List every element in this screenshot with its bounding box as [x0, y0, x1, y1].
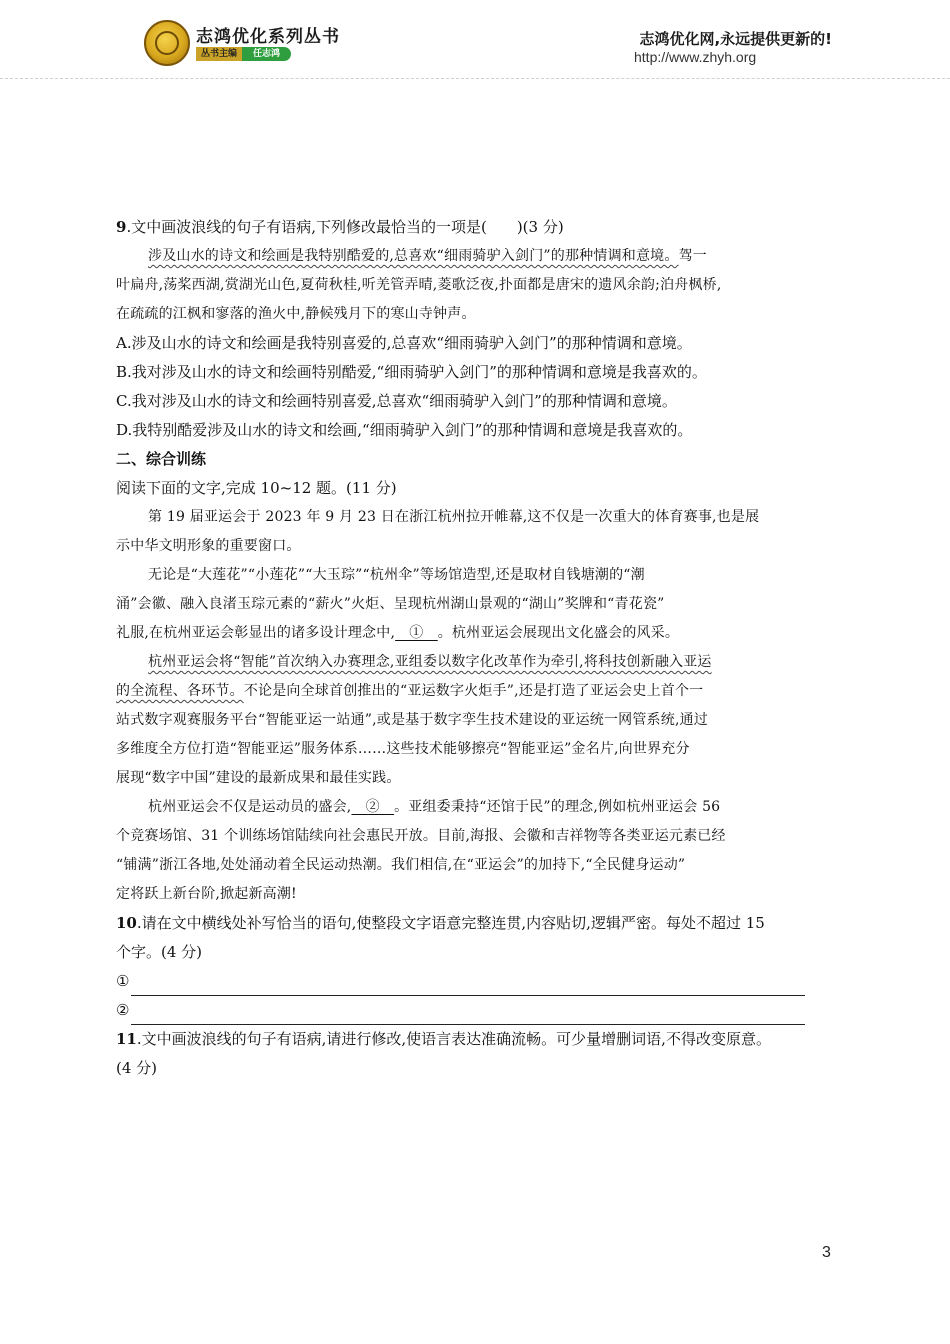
passage-line: 无论是“大莲花”“小莲花”“大玉琮”“杭州伞”等场馆造型,还是取材自钱塘潮的“潮: [148, 567, 645, 583]
page-header: [0, 0, 950, 80]
question-number: 10: [116, 914, 137, 932]
wavy-underlined-sentence: 的全流程、各环节。: [116, 683, 244, 699]
logo-inner-ring: [155, 31, 179, 55]
question-text: .请在文中横线处补写恰当的语句,使整段文字语意完整连贯,内容贴切,逻辑严密。每处不超过 15: [136, 914, 765, 932]
passage-line: 定将跃上新台阶,掀起新高潮!: [116, 886, 297, 902]
passage-line: [116, 619, 836, 648]
answer-line-2[interactable]: [116, 996, 836, 1025]
option-c[interactable]: C.我对涉及山水的诗文和绘画特别喜爱,总喜欢“细雨骑驴入剑门”的那种情调和意境。: [116, 392, 677, 410]
passage-line: [116, 793, 836, 822]
question-11-stem-cont: (4 分): [116, 1059, 158, 1077]
answer-mark-2: ②: [116, 1001, 130, 1019]
passage-text: 。亚组委秉持“还馆于民”的理念,例如杭州亚运会 56: [394, 799, 721, 815]
passage-line: [116, 677, 836, 706]
question-9-stem: [116, 213, 836, 242]
passage-text: 不论是向全球首创推出的“亚运数字火炬手”,还是打造了亚运会史上首个一: [243, 683, 704, 699]
passage-line: 展现“数字中国”建设的最新成果和最佳实践。: [116, 770, 401, 786]
passage-line: [116, 648, 836, 677]
passage-text: 。杭州亚运会展现出文化盛会的风采。: [437, 625, 680, 641]
passage-line: 站式数字观赛服务平台“智能亚运一站通”,或是基于数字孪生技术建设的亚运统一网管系统,通过: [116, 712, 709, 728]
passage-line: 示中华文明形象的重要窗口。: [116, 538, 301, 554]
wavy-underlined-sentence: 涉及山水的诗文和绘画是我特别酷爱的,总喜欢“细雨骑驴入剑门”的那种情调和意境。: [148, 248, 679, 264]
passage-line: 多维度全方位打造“智能亚运”服务体系……这些技术能够擦亮“智能亚运”金名片,向世界充分: [116, 741, 690, 757]
blank-1: ①: [395, 625, 438, 641]
passage-line: 第 19 届亚运会于 2023 年 9 月 23 日在浙江杭州拉开帷幕,这不仅是一次重大的体育赛事,也是展: [148, 509, 760, 525]
passage-text: 杭州亚运会不仅是运动员的盛会,: [148, 799, 352, 815]
question-number: 9: [116, 218, 127, 236]
badge-left: 丛书主编: [196, 47, 242, 61]
passage-line: 个竞赛场馆、31 个训练场馆陆续向社会惠民开放。目前,海报、会徽和吉祥物等各类亚运元素已经: [116, 828, 726, 844]
question-10-stem: [116, 909, 836, 938]
site-url[interactable]: http://www.zhyh.org: [634, 49, 757, 65]
question-9-passage-line: 叶扁舟,荡桨西湖,赏湖光山色,夏荷秋桂,听羌管弄晴,菱歌泛夜,扑面都是唐宋的遗风余韵;泊舟枫桥,: [116, 277, 722, 293]
passage-text: 礼服,在杭州亚运会彰显出的诸多设计理念中,: [116, 625, 396, 641]
passage-line: 涌”会徽、融入良渚玉琮元素的“薪火”火炬、呈现杭州湖山景观的“湖山”奖牌和“青花瓷”: [116, 596, 665, 612]
question-9-passage-line: [116, 242, 836, 271]
reading-instruction: 阅读下面的文字,完成 10~12 题。(11 分): [116, 479, 397, 497]
question-10-stem-cont: 个字。(4 分): [116, 943, 203, 961]
passage-line: “铺满”浙江各地,处处涌动着全民运动热潮。我们相信,在“亚运会”的加持下,“全民健身运动”: [116, 857, 686, 873]
option-b[interactable]: B.我对涉及山水的诗文和绘画特别酷爱,“细雨骑驴入剑门”的那种情调和意境是我喜欢的。: [116, 363, 707, 381]
site-slogan: 志鸿优化网,永远提供更新的!: [639, 30, 832, 48]
badge-right: 任志鸿: [242, 47, 291, 61]
publisher-logo-icon: [144, 20, 190, 66]
question-9-passage-line: 在疏疏的江枫和寥落的渔火中,静候残月下的寒山寺钟声。: [116, 306, 476, 322]
page-number: 3: [822, 1244, 831, 1261]
wavy-underlined-sentence: 杭州亚运会将“智能”首次纳入办赛理念,亚组委以数字化改革作为牵引,将科技创新融入亚运: [148, 654, 712, 670]
option-a[interactable]: A.涉及山水的诗文和绘画是我特别喜爱的,总喜欢“细雨骑驴入剑门”的那种情调和意境。: [116, 334, 692, 352]
answer-line-1[interactable]: [116, 967, 836, 996]
answer-rule[interactable]: [131, 1006, 805, 1025]
question-text: .文中画波浪线的句子有语病,请进行修改,使语言表达准确流畅。可少量增删词语,不得改变原意。: [136, 1030, 771, 1048]
section-title: 二、综合训练: [116, 450, 207, 468]
question-text: .文中画波浪线的句子有语病,下列修改最恰当的一项是( )(3 分): [126, 218, 564, 236]
header-divider: [0, 78, 950, 79]
brand-title: 志鸿优化系列丛书: [196, 27, 340, 47]
answer-rule[interactable]: [131, 977, 805, 996]
blank-2: ②: [351, 799, 395, 815]
question-number: 11: [116, 1030, 137, 1048]
document-body: [116, 213, 836, 1083]
editor-badge: [196, 47, 291, 61]
answer-mark-1: ①: [116, 972, 130, 990]
question-11-stem: [116, 1025, 836, 1054]
passage-text: 驾一: [678, 248, 707, 264]
option-d[interactable]: D.我特别酷爱涉及山水的诗文和绘画,“细雨骑驴入剑门”的那种情调和意境是我喜欢的。: [116, 421, 693, 439]
